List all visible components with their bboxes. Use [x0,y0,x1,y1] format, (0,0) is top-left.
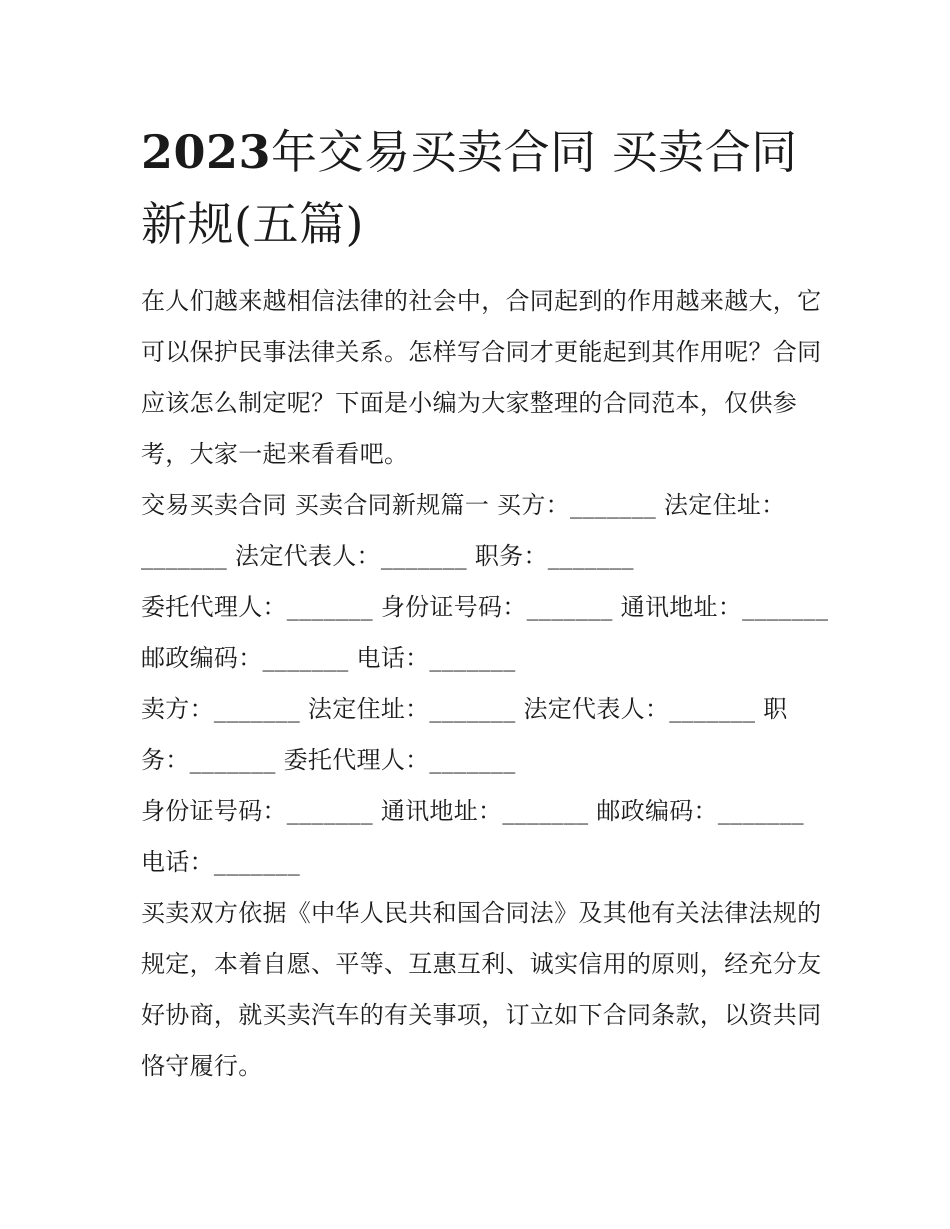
title-text: 年交易买卖合同 买卖合同新规(五篇) [141,125,798,251]
seller-contact-paragraph: 身份证号码：_______ 通讯地址：_______ 邮政编码：_______ 电话：_______ [141,797,804,876]
document-page [141,116,831,1092]
buyer-agent-paragraph: 委托代理人：_______ 身份证号码：_______ 通讯地址：_______ 邮政编码：_______ 电话：_______ [141,593,829,672]
intro-paragraph: 在人们越来越相信法律的社会中，合同起到的作用越来越大，它可以保护民事法律关系。怎样写合同才更能起到其作用呢？合同应该怎么制定呢？下面是小编为大家整理的合同范本，仅供参考，大家一起来看看吧。 [141,287,822,468]
buyer-info-paragraph: 交易买卖合同 买卖合同新规篇一 买方：_______ 法定住址：_______ 法定代表人：_______ 职务：_______ [141,491,786,570]
agreement-paragraph: 买卖双方依据《中华人民共和国合同法》及其他有关法律法规的规定，本着自愿、平等、互惠互利、诚实信用的原则，经充分友好协商，就买卖汽车的有关事项，订立如下合同条款，以资共同恪守履行。 [141,899,822,1080]
seller-info-paragraph: 卖方：_______ 法定住址：_______ 法定代表人：_______ 职务：_______ 委托代理人：_______ [141,695,788,774]
document-title [141,116,831,260]
title-year: 2023 [141,125,272,179]
